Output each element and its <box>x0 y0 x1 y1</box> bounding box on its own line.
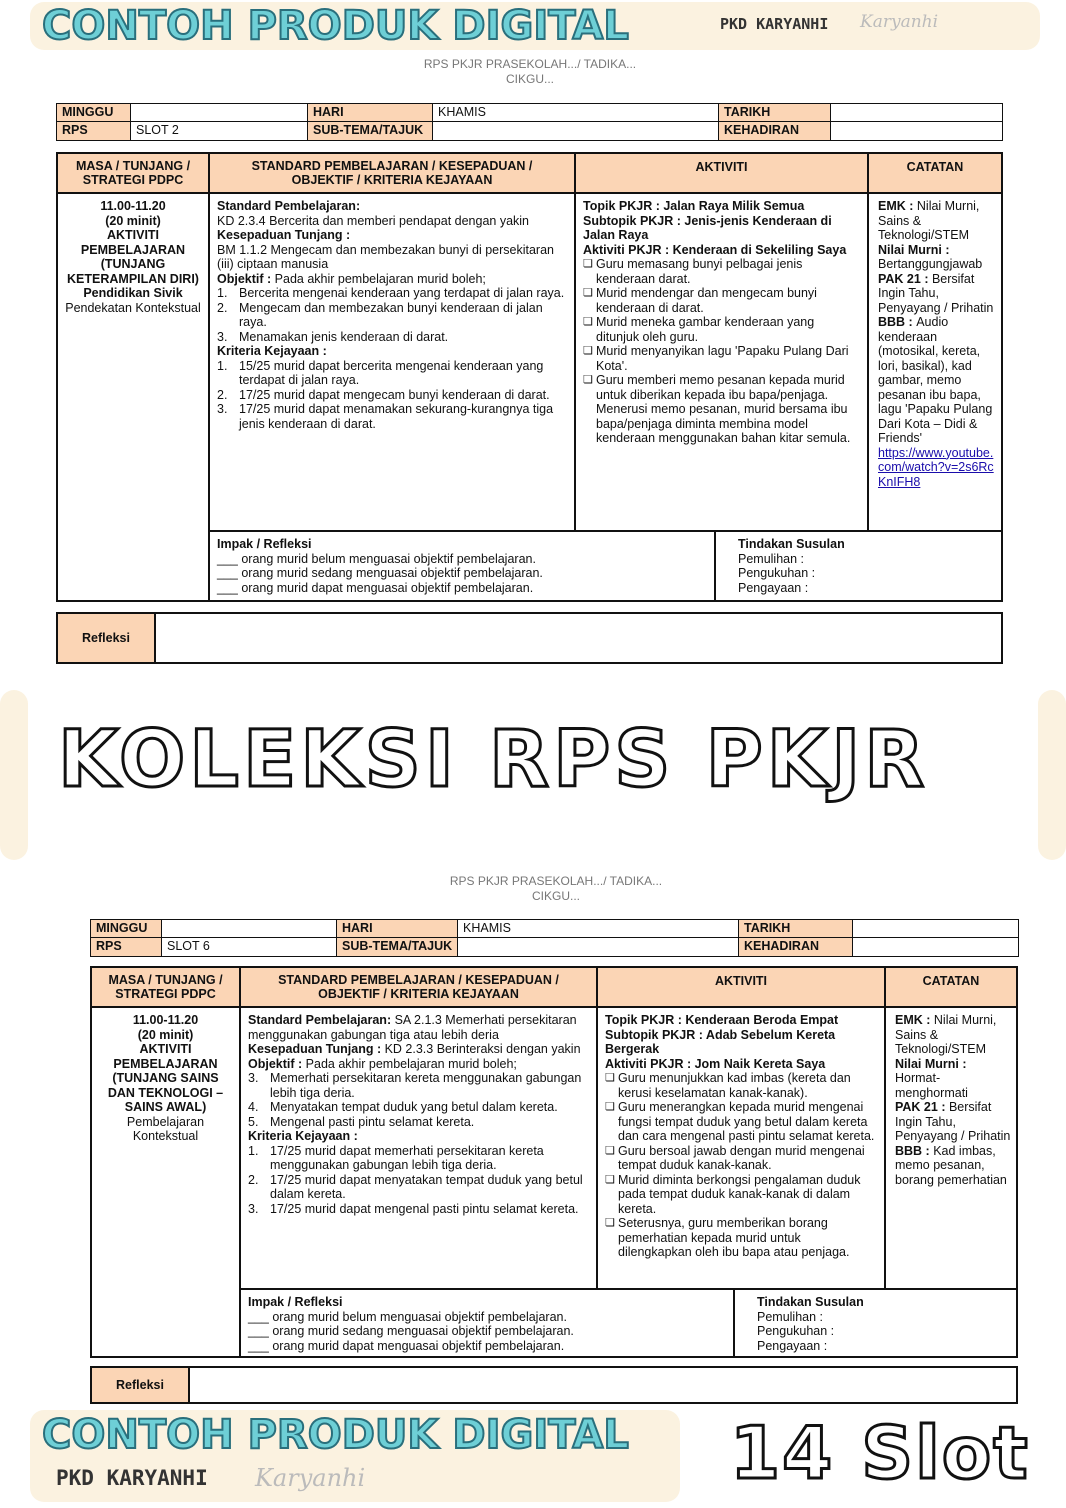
text-line <box>217 566 707 581</box>
text-line <box>99 1115 232 1144</box>
rps-label: RPS <box>90 937 162 957</box>
watermark-line: DIGITAL <box>452 3 629 49</box>
tarikh-label: TARIKH <box>738 919 853 938</box>
item-text: Pengayaan : <box>757 1338 828 1353</box>
checkbox-icon: ❏ <box>605 1072 615 1084</box>
numbered-item <box>217 286 567 301</box>
text-line <box>217 344 567 359</box>
hari-value[interactable]: KHAMIS <box>432 103 719 122</box>
bold-label: 11.00-11.20 <box>132 1013 199 1027</box>
item-text: Pada akhir pembelajaran murid boleh; <box>305 1056 517 1071</box>
bold-label: Nilai Murni : <box>878 242 950 257</box>
item-text: Pengayaan : <box>738 580 809 595</box>
text-line <box>895 1057 1012 1101</box>
rps-value[interactable]: SLOT 2 <box>130 121 308 141</box>
item-text: Pendekatan Kontekstual <box>65 300 201 315</box>
item-number: 3. <box>217 402 228 416</box>
checklist-item <box>583 344 860 373</box>
bold-label: Impak / Refleksi <box>217 537 312 551</box>
text-line <box>248 1042 589 1057</box>
minggu-value[interactable] <box>161 919 337 938</box>
checkbox-icon: ❏ <box>583 316 593 328</box>
impak-cell <box>239 1288 735 1358</box>
item-text: Hormat-menghormati <box>895 1071 968 1100</box>
bold-label: Topik PKJR : Jalan Raya Milik Semua <box>583 199 805 213</box>
checkbox-icon: ❏ <box>583 258 593 270</box>
bold-label: Pendidikan Sivik <box>83 286 183 300</box>
bold-label: Kesepaduan Tunjang : <box>248 1042 385 1056</box>
item-number: 1. <box>217 286 228 300</box>
standard-cell <box>208 192 576 532</box>
checklist-item <box>605 1144 877 1173</box>
bold-label: Aktiviti PKJR : Kenderaan di Sekeliling Saya <box>583 242 847 257</box>
bold-label: BBB : <box>878 315 917 329</box>
bold-label: Aktiviti PKJR : Jom Naik Kereta Saya <box>605 1056 826 1071</box>
checklist-item <box>605 1071 877 1100</box>
watermark-line: PRODUK <box>247 3 439 49</box>
subtema-value[interactable] <box>432 121 719 141</box>
text-line <box>605 1057 877 1072</box>
checkbox-icon: ❏ <box>583 374 593 386</box>
item-text: Murid diminta berkongsi pengalaman duduk pada tempat duduk kanak-kanak di dalam kereta. <box>618 1172 861 1216</box>
item-text: 17/25 murid dapat mengenal pasti pintu selamat kereta. <box>270 1201 579 1216</box>
text-line <box>248 1324 726 1339</box>
signature: Karyanhi <box>255 1464 366 1492</box>
subtema-label: SUB-TEMA/TAJUK <box>336 937 458 957</box>
subtema-value[interactable] <box>457 937 739 957</box>
item-text: Bersifat Ingin Tahu, Penyayang / Prihatin <box>878 271 994 315</box>
masa-cell <box>90 1006 241 1358</box>
signature: Karyanhi <box>860 12 939 32</box>
item-number: 1. <box>217 358 228 373</box>
bold-label: Subtopik PKJR : Jenis-jenis Kenderaan di Jalan Raya <box>583 213 832 242</box>
text-line <box>99 1013 232 1028</box>
header-masa: MASA / TUNJANG / STRATEGI PDPC <box>90 966 241 1008</box>
item-text: Nilai Murni, Sains & Teknologi/STEM <box>878 199 980 242</box>
text-line <box>217 552 707 567</box>
item-number: 5. <box>248 1114 259 1129</box>
numbered-item <box>217 301 567 330</box>
item-text: Bersifat Ingin Tahu, Penyayang / Prihatin <box>895 1100 1011 1143</box>
watermark-line: CONTOH <box>42 3 234 49</box>
checkbox-icon: ❏ <box>583 287 593 299</box>
checklist-item <box>583 286 860 315</box>
item-text: SA 2.1.3 Memerhati persekitaran menggunakan gabungan tiga atau lebih deria <box>248 1013 577 1042</box>
header-aktiviti: AKTIVITI <box>596 966 886 1008</box>
text-line <box>895 1144 1012 1188</box>
checkbox-icon: ❏ <box>605 1101 615 1113</box>
brand-name: PKD KARYANHI <box>720 15 829 33</box>
text-line <box>583 199 860 214</box>
aktiviti-cell <box>574 192 869 532</box>
rps-label: RPS <box>56 121 131 141</box>
checkbox-icon: ❏ <box>605 1144 615 1157</box>
item-text: Guru menerangkan kepada murid mengenai fungsi tempat duduk yang betul dalam kereta dan cara mengenal pasti pintu selamat kereta. <box>618 1100 875 1143</box>
item-text: ___ orang murid sedang menguasai objektif pembelajaran. <box>217 566 543 580</box>
hari-label: HARI <box>336 919 458 938</box>
text-line <box>605 1013 877 1028</box>
header-catatan: CATATAN <box>884 966 1018 1008</box>
bold-label: Tindakan Susulan <box>757 1295 864 1309</box>
bold-label: PAK 21 : <box>878 271 932 286</box>
numbered-item <box>217 330 567 345</box>
minggu-label: MINGGU <box>56 103 131 122</box>
title-line: RPS PKJR PRASEKOLAH.../ TADIKA... <box>449 874 663 888</box>
text-line <box>583 243 860 258</box>
bold-label: (20 minit) <box>137 1027 194 1042</box>
watermark-row <box>42 3 629 49</box>
item-text: 17/25 murid dapat menyatakan tempat duduk yang betul dalam kereta. <box>270 1172 583 1201</box>
item-text: Menamakan jenis kenderaan di darat. <box>239 329 449 344</box>
item-text: Pengukuhan : <box>738 566 816 580</box>
watermark-line: CONTOH <box>42 1412 234 1458</box>
title-line: RPS PKJR PRASEKOLAH.../ TADIKA... <box>423 57 637 71</box>
item-number: 3. <box>248 1071 259 1085</box>
text-line <box>895 1100 1012 1144</box>
item-text: 17/25 murid dapat memerhati persekitaran kereta menggunakan gabungan lebih tiga deria. <box>270 1143 544 1172</box>
catatan-cell <box>884 1006 1018 1290</box>
item-text: Seterusnya, guru memberikan borang pemerhatian kepada murid untuk dilengkapkan oleh ibu bapa atau penjaga. <box>618 1216 850 1259</box>
text-line <box>65 301 201 316</box>
text-line <box>217 581 707 596</box>
bold-label: Kesepaduan Tunjang : <box>217 228 351 242</box>
item-text: ___ orang murid dapat menguasai objektif pembelajaran. <box>248 1338 565 1353</box>
text-line <box>878 315 996 446</box>
text-line <box>217 228 567 243</box>
item-text: Pengukuhan : <box>757 1324 835 1338</box>
item-text: KD 2.3.4 Bercerita dan memberi pendapat dengan yakin <box>217 213 529 228</box>
item-text: Guru bersoal jawab dengan murid mengenai tempat duduk kanak-kanak. <box>618 1143 865 1172</box>
item-text: Pada akhir pembelajaran murid boleh; <box>274 271 486 286</box>
catatan-cell <box>867 192 1003 532</box>
bold-label: Objektif : <box>217 271 275 286</box>
hari-label: HARI <box>307 103 433 122</box>
text-line <box>248 1310 726 1325</box>
item-text: Bertanggungjawab <box>878 257 983 271</box>
numbered-item <box>248 1071 589 1100</box>
item-number: 1. <box>248 1143 259 1158</box>
refleksi-field[interactable] <box>188 1366 1018 1404</box>
text-line <box>248 1057 589 1072</box>
item-text: Pemulihan : <box>757 1309 824 1324</box>
header-catatan: CATATAN <box>867 152 1003 194</box>
text-line <box>248 1129 589 1144</box>
text-line <box>895 1013 1012 1057</box>
tarikh-value[interactable] <box>852 919 1019 938</box>
text-line <box>738 566 994 581</box>
header-aktiviti: AKTIVITI <box>574 152 869 194</box>
tindakan-cell <box>714 530 1003 602</box>
refleksi-field[interactable] <box>154 612 1003 664</box>
item-text: Pembelajaran Kontekstual <box>126 1114 205 1143</box>
minggu-label: MINGGU <box>90 919 162 938</box>
item-number: 2. <box>248 1172 259 1187</box>
numbered-item <box>248 1100 589 1115</box>
tindakan-cell <box>733 1288 1018 1358</box>
hari-value[interactable]: KHAMIS <box>457 919 739 938</box>
text-line <box>738 581 994 596</box>
numbered-item <box>217 402 567 431</box>
slot-count: 14 Slot <box>730 1411 1030 1495</box>
checklist-item <box>605 1100 877 1144</box>
bold-label: AKTIVITI PEMBELAJARAN (TUNJANG KETERAMPILAN DIRI) <box>67 228 199 286</box>
text-line <box>217 214 567 229</box>
document-title <box>356 874 756 904</box>
item-text: KD 2.3.3 Berinteraksi dengan yakin <box>384 1042 581 1056</box>
item-text: Mengenal pasti pintu selamat kereta. <box>270 1114 475 1129</box>
item-text: Murid mendengar dan mengecam bunyi kenderaan di darat. <box>596 286 817 315</box>
title-line: CIKGU... <box>531 889 580 903</box>
bold-label: AKTIVITI PEMBELAJARAN (TUNJANG SAINS DAN TEKNOLOGI – SAINS AWAL) <box>107 1042 224 1114</box>
text-line <box>248 1013 589 1042</box>
text-line <box>217 537 707 552</box>
numbered-item <box>248 1202 589 1217</box>
checklist-item <box>605 1216 877 1260</box>
watermark-line: PRODUK <box>247 1412 439 1458</box>
numbered-item <box>248 1115 589 1130</box>
item-text: ___ orang murid belum menguasai objektif pembelajaran. <box>217 551 536 566</box>
bold-label: BBB : <box>895 1143 934 1158</box>
banner-title: KOLEKSI RPS PKJR <box>58 715 929 805</box>
text-line <box>757 1310 1009 1325</box>
text-line <box>217 243 567 272</box>
text-line <box>583 214 860 243</box>
text-line <box>738 537 994 552</box>
watermark-row <box>42 1412 629 1458</box>
text-line <box>65 214 201 229</box>
text-line <box>99 1042 232 1115</box>
checkbox-icon: ❏ <box>605 1173 615 1186</box>
item-text: Mengecam dan membezakan bunyi kenderaan di jalan raya. <box>239 300 543 329</box>
item-text: Murid meneka gambar kenderaan yang ditunjuk oleh guru. <box>596 315 815 344</box>
watermark-line: DIGITAL <box>452 1412 629 1458</box>
masa-cell <box>56 192 210 602</box>
bold-label: Subtopik PKJR : Adab Sebelum Kereta Bergerak <box>605 1027 836 1056</box>
header-masa: MASA / TUNJANG / STRATEGI PDPC <box>56 152 210 194</box>
bold-label: Kriteria Kejayaan : <box>217 344 327 358</box>
aktiviti-cell <box>596 1006 886 1290</box>
item-text: ___ orang murid sedang menguasai objektif pembelajaran. <box>248 1324 574 1338</box>
item-text: Guru memberi memo pesanan kepada murid untuk diberikan kepada ibu bapa/penjaga. Menerusi memo pesanan, murid bersama ibu bapa/penjaga diminta membina model kenderaan menggunakan bahan kitar semula. <box>596 373 851 445</box>
text-line <box>217 272 567 287</box>
text-line <box>878 199 996 243</box>
text-line <box>738 552 994 567</box>
bold-label: EMK : <box>895 1013 934 1027</box>
numbered-item <box>217 388 567 403</box>
item-number: 2. <box>217 387 228 402</box>
item-text: Pemulihan : <box>738 551 805 566</box>
item-text: Menyatakan tempat duduk yang betul dalam kereta. <box>270 1100 558 1114</box>
text-line <box>248 1295 726 1310</box>
text-line <box>217 199 567 214</box>
item-text: ___ orang murid dapat menguasai objektif pembelajaran. <box>217 580 534 595</box>
bold-label: Standard Pembelajaran: <box>217 199 361 213</box>
tarikh-label: TARIKH <box>718 103 831 122</box>
item-text: BM 1.1.2 Mengecam dan membezakan bunyi di persekitaran (iii) ciptaan manusia <box>217 242 554 271</box>
item-number: 3. <box>248 1201 259 1216</box>
kehadiran-label: KEHADIRAN <box>738 937 853 957</box>
standard-cell <box>239 1006 598 1290</box>
rps-value[interactable]: SLOT 6 <box>161 937 337 957</box>
text-line <box>878 243 996 272</box>
checklist-item <box>583 257 860 286</box>
subtema-label: SUB-TEMA/TAJUK <box>307 121 433 141</box>
item-text: 17/25 murid dapat menamakan sekurang-kurangnya tiga jenis kenderaan di darat. <box>239 402 554 431</box>
bold-label: 11.00-11.20 <box>100 199 166 213</box>
item-text: Memerhati persekitaran kereta menggunakan gabungan lebih tiga deria. <box>270 1071 582 1100</box>
minggu-value[interactable] <box>130 103 308 122</box>
bold-label: Nilai Murni : <box>895 1056 967 1071</box>
text-line <box>757 1295 1009 1310</box>
header-standard: STANDARD PEMBELAJARAN / KESEPADUAN / OBJEKTIF / KRITERIA KEJAYAAN <box>239 966 598 1008</box>
bold-label: Kriteria Kejayaan : <box>248 1129 358 1143</box>
resource-link[interactable]: https://www.youtube.com/watch?v=2s6RcKnIFH8 <box>878 445 994 489</box>
text-line <box>757 1339 1009 1354</box>
notebook-edge-left <box>0 690 28 860</box>
kehadiran-label: KEHADIRAN <box>718 121 831 141</box>
bold-label: Standard Pembelajaran: <box>248 1013 395 1027</box>
text-line <box>248 1339 726 1354</box>
item-number: 3. <box>217 329 228 344</box>
document-title <box>330 57 730 87</box>
kehadiran-value[interactable] <box>830 121 1003 141</box>
bold-label: Tindakan Susulan <box>738 537 845 551</box>
item-text: Guru menunjukkan kad imbas (kereta dan kerusi keselamatan kanak-kanak). <box>618 1071 851 1100</box>
text-line <box>65 286 201 301</box>
bold-label: PAK 21 : <box>895 1100 949 1114</box>
item-text: ___ orang murid belum menguasai objektif pembelajaran. <box>248 1309 567 1324</box>
refleksi-label: Refleksi <box>90 1366 190 1404</box>
impak-cell <box>208 530 716 602</box>
text-line <box>99 1028 232 1043</box>
notebook-edge-right <box>1038 690 1066 860</box>
checklist-item <box>583 373 860 446</box>
tarikh-value[interactable] <box>830 103 1003 122</box>
kehadiran-value[interactable] <box>852 937 1019 957</box>
item-text: Nilai Murni, Sains & Teknologi/STEM <box>895 1013 997 1056</box>
refleksi-label: Refleksi <box>56 612 156 664</box>
text-line <box>65 199 201 214</box>
text-line <box>878 272 996 316</box>
item-text: Kad imbas, memo pesanan, borang pemerhatian <box>895 1143 1007 1187</box>
item-number: 4. <box>248 1100 259 1114</box>
bold-label: Objektif : <box>248 1056 306 1071</box>
title-line: CIKGU... <box>505 72 554 86</box>
header-standard: STANDARD PEMBELAJARAN / KESEPADUAN / OBJEKTIF / KRITERIA KEJAYAAN <box>208 152 576 194</box>
numbered-item <box>248 1173 589 1202</box>
item-text: Bercerita mengenai kenderaan yang terdapat di jalan raya. <box>239 286 565 300</box>
text-line <box>757 1324 1009 1339</box>
item-text: 15/25 murid dapat bercerita mengenai kenderaan yang terdapat di jalan raya. <box>239 358 544 387</box>
checkbox-icon: ❏ <box>583 345 593 357</box>
checklist-item <box>583 315 860 344</box>
checklist-item <box>605 1173 877 1217</box>
item-text: Guru memasang bunyi pelbagai jenis kenderaan darat. <box>596 257 803 286</box>
bold-label: EMK : <box>878 199 917 213</box>
numbered-item <box>217 359 567 388</box>
item-text: Audio kenderaan (motosikal, kereta, lori, basikal), kad gambar, memo pesanan ibu bapa, lagu 'Papaku Pulang Dari Kota – Didi & Friends' <box>878 315 993 445</box>
text-line <box>605 1028 877 1057</box>
bold-label: Impak / Refleksi <box>248 1295 343 1309</box>
item-text: Murid menyanyikan lagu 'Papaku Pulang Dari Kota'. <box>596 344 849 373</box>
text-line <box>65 228 201 286</box>
bold-label: Topik PKJR : Kenderaan Beroda Empat <box>605 1013 839 1027</box>
item-text: 17/25 murid dapat mengecam bunyi kenderaan di darat. <box>239 387 550 402</box>
brand-name: PKD KARYANHI <box>56 1466 208 1490</box>
checkbox-icon: ❏ <box>605 1217 615 1229</box>
numbered-item <box>248 1144 589 1173</box>
bold-label: (20 minit) <box>105 213 161 228</box>
item-number: 2. <box>217 300 228 315</box>
